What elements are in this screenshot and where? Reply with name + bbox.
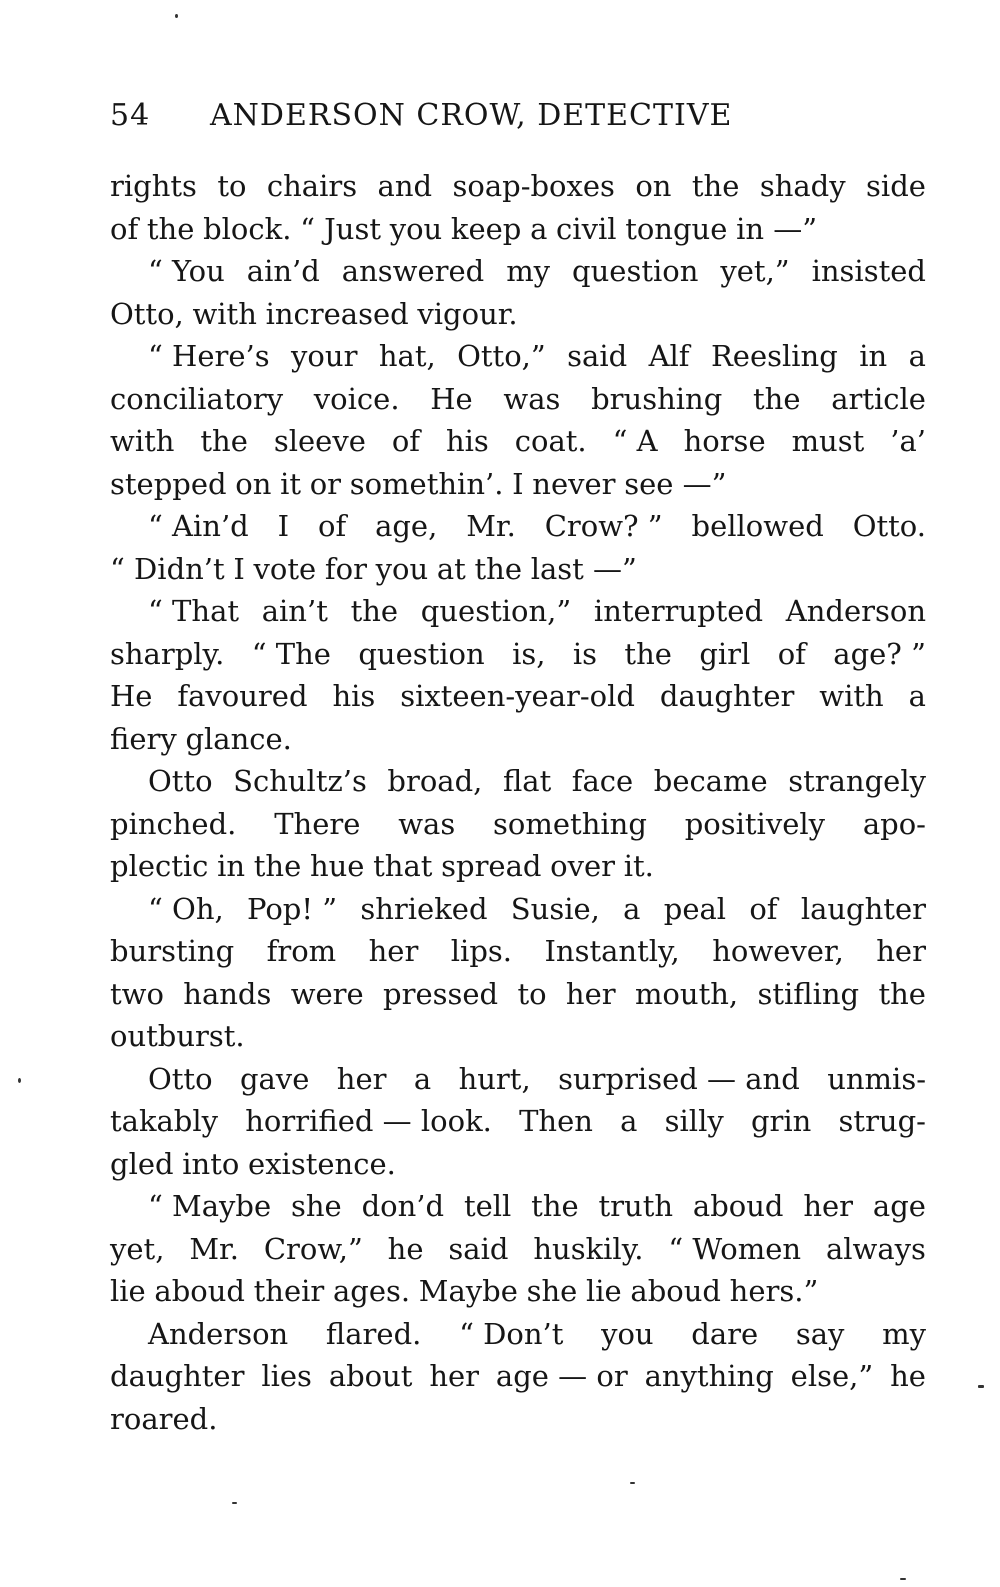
word: else,”: [790, 1359, 874, 1393]
text-line: [110, 1100, 926, 1143]
text-line: [110, 1015, 926, 1058]
word: stepped: [110, 466, 227, 501]
word: bellowed: [691, 509, 824, 543]
word: favoured: [177, 679, 308, 713]
word: voice.: [313, 381, 400, 416]
word: a: [413, 1061, 432, 1096]
scan-speck: [175, 14, 178, 18]
paragraph: [110, 250, 926, 335]
word: Alf: [648, 339, 690, 373]
word: in: [859, 339, 888, 373]
word: lie: [586, 1274, 622, 1308]
word: a: [908, 339, 926, 373]
word: I: [233, 551, 245, 586]
word: in: [217, 849, 246, 883]
word: lies: [261, 1359, 312, 1393]
word: question: [358, 636, 485, 671]
word: his: [332, 679, 376, 713]
word: coat.: [514, 424, 587, 458]
word: girl: [699, 636, 751, 671]
text-line: [110, 208, 926, 251]
word: became: [653, 764, 768, 798]
word: conciliatory: [110, 381, 284, 416]
word: and: [377, 169, 433, 203]
word: glance.: [185, 721, 292, 756]
word: said: [448, 1231, 509, 1266]
word: chairs: [266, 169, 358, 203]
word: Otto: [148, 764, 213, 798]
word: Anderson: [785, 594, 926, 628]
word: of: [777, 636, 806, 671]
word: your: [291, 339, 358, 373]
word: the: [474, 551, 522, 586]
word: shrieked: [360, 891, 488, 926]
word: her: [368, 934, 419, 968]
word: surprised — and: [558, 1061, 800, 1096]
word: gled: [110, 1146, 174, 1181]
word: her: [876, 934, 926, 968]
word: interrupted: [593, 594, 764, 628]
word: on: [235, 466, 272, 501]
word: strangely: [788, 764, 926, 798]
word: hue: [309, 849, 365, 883]
word: to: [217, 169, 247, 203]
word: outburst.: [110, 1019, 245, 1053]
word: lips.: [450, 934, 512, 968]
word: ain’d: [246, 254, 320, 288]
word: tongue: [625, 211, 728, 246]
word: Instantly,: [544, 934, 680, 968]
text-line: [110, 165, 926, 208]
word: hurt,: [458, 1061, 531, 1096]
word: into: [182, 1146, 240, 1181]
word: aboud: [630, 1274, 721, 1308]
word: I: [277, 509, 290, 543]
word: was: [503, 381, 561, 416]
word: question,”: [420, 594, 572, 628]
word: article: [831, 381, 926, 416]
word: lie: [110, 1274, 146, 1308]
text-line: [110, 420, 926, 463]
word: Crow,”: [263, 1231, 363, 1266]
word: he: [890, 1359, 926, 1393]
word: the: [691, 169, 740, 203]
text-line: [110, 1355, 926, 1398]
word: “ That: [148, 594, 240, 628]
word: I: [512, 466, 524, 501]
word: flared.: [325, 1316, 422, 1351]
word: Pop! ”: [247, 891, 338, 926]
word: Then: [519, 1104, 593, 1138]
word: dare: [691, 1316, 759, 1351]
running-head: [110, 98, 930, 133]
word: pinched.: [110, 806, 237, 841]
word: said: [567, 339, 628, 373]
word: silly: [664, 1104, 724, 1138]
word: keep: [450, 211, 522, 246]
word: “ Just: [300, 211, 381, 246]
word: anything: [644, 1359, 774, 1393]
word: aboud: [154, 1274, 245, 1308]
word: age: [872, 1189, 926, 1223]
word: he: [387, 1231, 424, 1266]
word: say: [795, 1316, 845, 1351]
word: sixteen-year-old: [400, 679, 635, 713]
word: question: [572, 254, 699, 288]
word: laughter: [800, 891, 926, 926]
scan-speck: [630, 1482, 635, 1484]
text-line: [110, 1228, 926, 1271]
word: tell: [463, 1189, 512, 1223]
word: on: [635, 169, 672, 203]
word: with: [192, 296, 257, 331]
word: were: [290, 976, 364, 1011]
word: his: [445, 424, 489, 458]
text-line: [110, 293, 926, 336]
word: horse: [683, 424, 766, 458]
word: from: [266, 934, 337, 968]
word: ages.: [332, 1274, 411, 1308]
word: age,: [375, 509, 438, 543]
word: “ Oh,: [148, 891, 224, 926]
word: sharply.: [110, 636, 225, 671]
word: horrified — look.: [245, 1104, 492, 1138]
word: of: [749, 891, 778, 926]
word: Reesling: [710, 339, 838, 373]
word: roared.: [110, 1401, 218, 1436]
word: in —”: [736, 211, 818, 246]
word: of: [110, 211, 139, 246]
word: Schultz’s: [233, 764, 367, 798]
word: a: [620, 1104, 638, 1138]
word: plectic: [110, 849, 209, 883]
word: grin: [750, 1104, 812, 1138]
scan-speck: [900, 1578, 906, 1580]
word: shady: [759, 169, 846, 203]
word: for: [324, 551, 367, 586]
word: the: [624, 636, 672, 671]
word: it: [280, 466, 302, 501]
paragraph: [110, 505, 926, 590]
word: you: [601, 1316, 654, 1351]
text-line: [110, 335, 926, 378]
word: Anderson: [148, 1316, 289, 1351]
paragraph: [110, 335, 926, 505]
paragraph: [110, 1313, 926, 1441]
word: flat: [502, 764, 552, 798]
text-line: [110, 505, 926, 548]
word: He: [430, 381, 473, 416]
text-line: [110, 803, 926, 846]
word: fiery: [110, 721, 177, 756]
word: civil: [556, 211, 617, 246]
text-line: [110, 1398, 926, 1441]
scan-speck: [232, 1502, 237, 1504]
word: Maybe: [418, 1274, 518, 1308]
word: gave: [239, 1061, 310, 1096]
word: yet,”: [720, 254, 790, 288]
word: hands: [183, 976, 272, 1011]
text-line: [110, 1143, 926, 1186]
word: bursting: [110, 934, 235, 968]
word: the: [878, 976, 926, 1011]
text-line: [110, 1058, 926, 1101]
text-line: [110, 590, 926, 633]
word: two: [110, 976, 164, 1011]
word: Otto.: [852, 509, 926, 543]
word: soap-boxes: [452, 169, 615, 203]
word: rights: [110, 169, 197, 203]
word: increased: [265, 296, 409, 331]
word: unmis-: [827, 1061, 926, 1096]
word: or: [309, 466, 342, 501]
word: you: [375, 551, 429, 586]
paragraph: [110, 590, 926, 760]
word: the: [350, 594, 399, 628]
word: however,: [712, 934, 844, 968]
paragraph: [110, 1058, 926, 1186]
word: broad,: [387, 764, 483, 798]
word: vigour.: [417, 296, 518, 331]
text-line: [110, 1270, 926, 1313]
text-line: [110, 548, 926, 591]
text-line: [110, 845, 926, 888]
word: brushing: [591, 381, 723, 416]
word: age — or: [495, 1359, 628, 1393]
scan-speck: [978, 1385, 984, 1388]
word: their: [253, 1274, 325, 1308]
word: vote: [253, 551, 317, 586]
word: see —”: [624, 466, 727, 501]
word: existence.: [248, 1146, 396, 1181]
word: over: [550, 849, 616, 883]
text-line: [110, 675, 926, 718]
word: truth: [598, 1189, 674, 1223]
word: “ A: [612, 424, 658, 458]
text-line: [110, 760, 926, 803]
word: ain’t: [261, 594, 328, 628]
word: her: [803, 1189, 854, 1223]
text-line: [110, 888, 926, 931]
word: she: [291, 1189, 342, 1223]
word: never: [532, 466, 616, 501]
word: “ You: [148, 254, 225, 288]
word: don’d: [361, 1189, 445, 1223]
word: a: [623, 891, 641, 926]
word: “ Didn’t: [110, 551, 225, 586]
word: spread: [441, 849, 542, 883]
word: you: [389, 211, 443, 246]
text-line: [110, 378, 926, 421]
scan-speck: [18, 1078, 21, 1083]
word: Mr.: [189, 1231, 239, 1266]
word: mouth,: [634, 976, 739, 1011]
word: stifling: [757, 976, 860, 1011]
word: apo-: [862, 806, 926, 841]
word: block.: [203, 211, 292, 246]
word: my: [882, 1316, 926, 1351]
word: “ Don’t: [459, 1316, 564, 1351]
word: Susie,: [510, 891, 600, 926]
text-line: [110, 250, 926, 293]
word: is: [572, 636, 598, 671]
word: was: [398, 806, 456, 841]
word: strug-: [838, 1104, 926, 1138]
word: He: [110, 679, 153, 713]
word: of: [391, 424, 421, 458]
word: insisted: [811, 254, 926, 288]
word: daughter: [659, 679, 795, 713]
text-line: [110, 930, 926, 973]
word: the: [531, 1189, 579, 1223]
word: last —”: [530, 551, 637, 586]
paragraph: [110, 1185, 926, 1313]
word: my: [506, 254, 551, 288]
word: There: [274, 806, 361, 841]
word: “ Women: [668, 1231, 802, 1266]
page-number: 54: [110, 98, 151, 133]
word: positively: [684, 806, 826, 841]
word: Mr.: [466, 509, 516, 543]
word: Otto: [148, 1061, 213, 1096]
word: at: [436, 551, 466, 586]
paragraph: [110, 165, 926, 250]
word: to: [517, 976, 547, 1011]
word: peal: [663, 891, 727, 926]
word: it.: [623, 849, 654, 883]
word: “ Maybe: [148, 1189, 272, 1223]
word: age? ”: [833, 636, 926, 671]
word: a: [908, 679, 926, 713]
word: her: [565, 976, 616, 1011]
text-line: [110, 633, 926, 676]
word: takably: [110, 1104, 219, 1138]
word: huskily.: [533, 1231, 644, 1266]
text-line: [110, 973, 926, 1016]
word: about: [328, 1359, 413, 1393]
word: the: [146, 211, 195, 246]
word: the: [753, 381, 801, 416]
word: pressed: [383, 976, 499, 1011]
word: the: [253, 849, 302, 883]
paragraph: [110, 760, 926, 888]
word: always: [825, 1231, 926, 1266]
word: she: [526, 1274, 578, 1308]
word: the: [200, 424, 248, 458]
word: “ Ain’d: [148, 509, 249, 543]
word: with: [819, 679, 884, 713]
text-line: [110, 718, 926, 761]
word: hat,: [378, 339, 436, 373]
word: with: [110, 424, 175, 458]
word: Otto,”: [457, 339, 546, 373]
word: “ Here’s: [148, 339, 270, 373]
word: her: [429, 1359, 480, 1393]
word: something: [493, 806, 647, 841]
word: a: [530, 211, 548, 246]
word: aboud: [692, 1189, 784, 1223]
word: must: [791, 424, 865, 458]
paragraph: [110, 888, 926, 1058]
word: her: [336, 1061, 387, 1096]
text-line: [110, 463, 926, 506]
word: Otto,: [110, 296, 184, 331]
word: somethin’.: [349, 466, 504, 501]
word: side: [866, 169, 926, 203]
word: yet,: [110, 1231, 165, 1266]
word: face: [571, 764, 634, 798]
text-line: [110, 1185, 926, 1228]
word: Crow? ”: [544, 509, 663, 543]
body-text: [110, 165, 926, 1440]
text-line: [110, 1313, 926, 1356]
word: ’a’: [890, 424, 926, 458]
word: “ The: [251, 636, 331, 671]
word: answered: [341, 254, 485, 288]
word: daughter: [110, 1359, 245, 1393]
running-title: ANDERSON CROW, DETECTIVE: [210, 98, 733, 133]
word: sleeve: [273, 424, 366, 458]
word: of: [317, 509, 347, 543]
word: hers.”: [729, 1274, 819, 1308]
word: is,: [512, 636, 546, 671]
word: that: [373, 849, 433, 883]
